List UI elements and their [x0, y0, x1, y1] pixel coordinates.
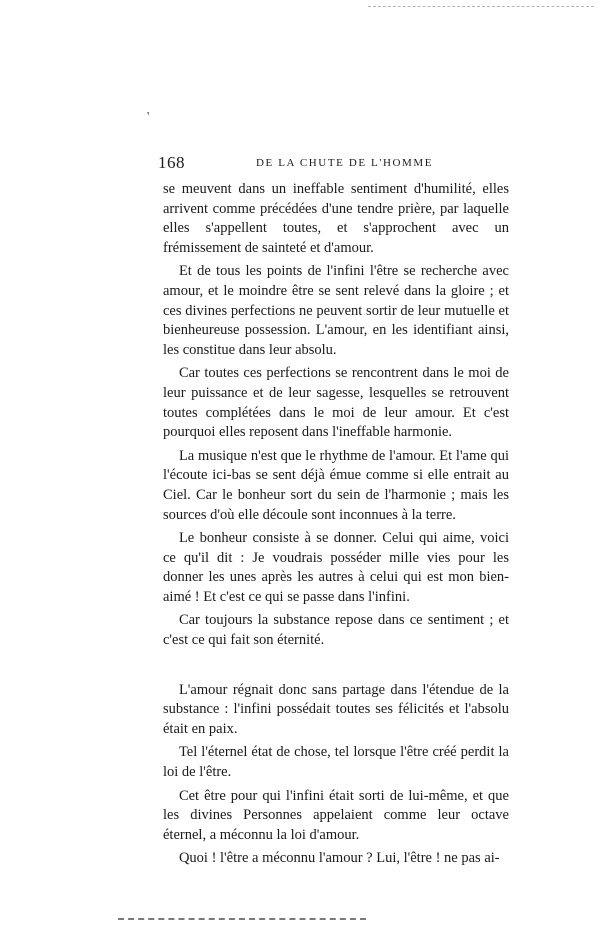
paragraph: L'amour régnait donc sans partage dans l'étendue de la substance : l'infini possédait toutes ses félicités et l'absolu était en paix.	[163, 681, 509, 737]
bottom-edge-rule	[118, 918, 366, 920]
chapter-title: DE LA CHUTE DE L'HOMME	[256, 157, 434, 169]
section-break	[163, 655, 509, 681]
paragraph: Cet être pour qui l'infini était sorti de lui-même, et que les divines Personnes appelaient comme leur octave éternel, a méconnu la loi d'amour.	[163, 787, 509, 843]
paragraph: Car toujours la substance repose dans ce sentiment ; et c'est ce qui fait son éternité.	[163, 612, 509, 649]
paragraph: Et de tous les points de l'infini l'être se recherche avec amour, et le moindre être se sent relevé dans la gloire ; et ces divines perfections ne peuvent sortir de leur mutuelle et bienheureuse possession. L'amour, en les identifiant ainsi, les constitue dans leur absolu.	[163, 263, 509, 358]
body-text	[163, 180, 509, 873]
paragraph: se meuvent dans un ineffable sentiment d'humilité, elles arrivent comme précédées d'une tendre prière, par laquelle elles s'appellent toutes, et s'approchent avec un frémissement de sainteté et d'amour.	[163, 181, 509, 256]
paragraph: Tel l'éternel état de chose, tel lorsque l'être créé perdit la loi de l'être.	[163, 744, 509, 781]
stray-ink-mark: ’	[145, 109, 155, 123]
top-edge-rule	[368, 6, 594, 7]
paragraph: Car toutes ces perfections se rencontrent dans le moi de leur puissance et de leur sagesse, lesquelles se retrouvent toutes complétées dans le moi de leur amour. Et c'est pourquoi elles reposent dans l'ineffable harmonie.	[163, 365, 509, 441]
running-head	[158, 153, 510, 173]
paragraph: Quoi ! l'être a méconnu l'amour ? Lui, l'être ! ne pas ai-	[178, 850, 500, 867]
paragraph: Le bonheur consiste à se donner. Celui qui aime, voici ce qu'il dit : Je voudrais posséder mille vies pour les donner les unes après les autres à celui qui est mon bien-aimé ! Et c'est ce qui se passe dans l'infini.	[163, 530, 509, 605]
paragraph: La musique n'est que le rhythme de l'amour. Et l'ame qui l'écoute ici-bas se sent déjà émue comme si elle entrait au Ciel. Car le bonheur sort du sein de l'harmonie ; mais les sources d'où elle découle sont inconnues à la terre.	[163, 447, 509, 523]
page-number: 168	[158, 153, 185, 172]
